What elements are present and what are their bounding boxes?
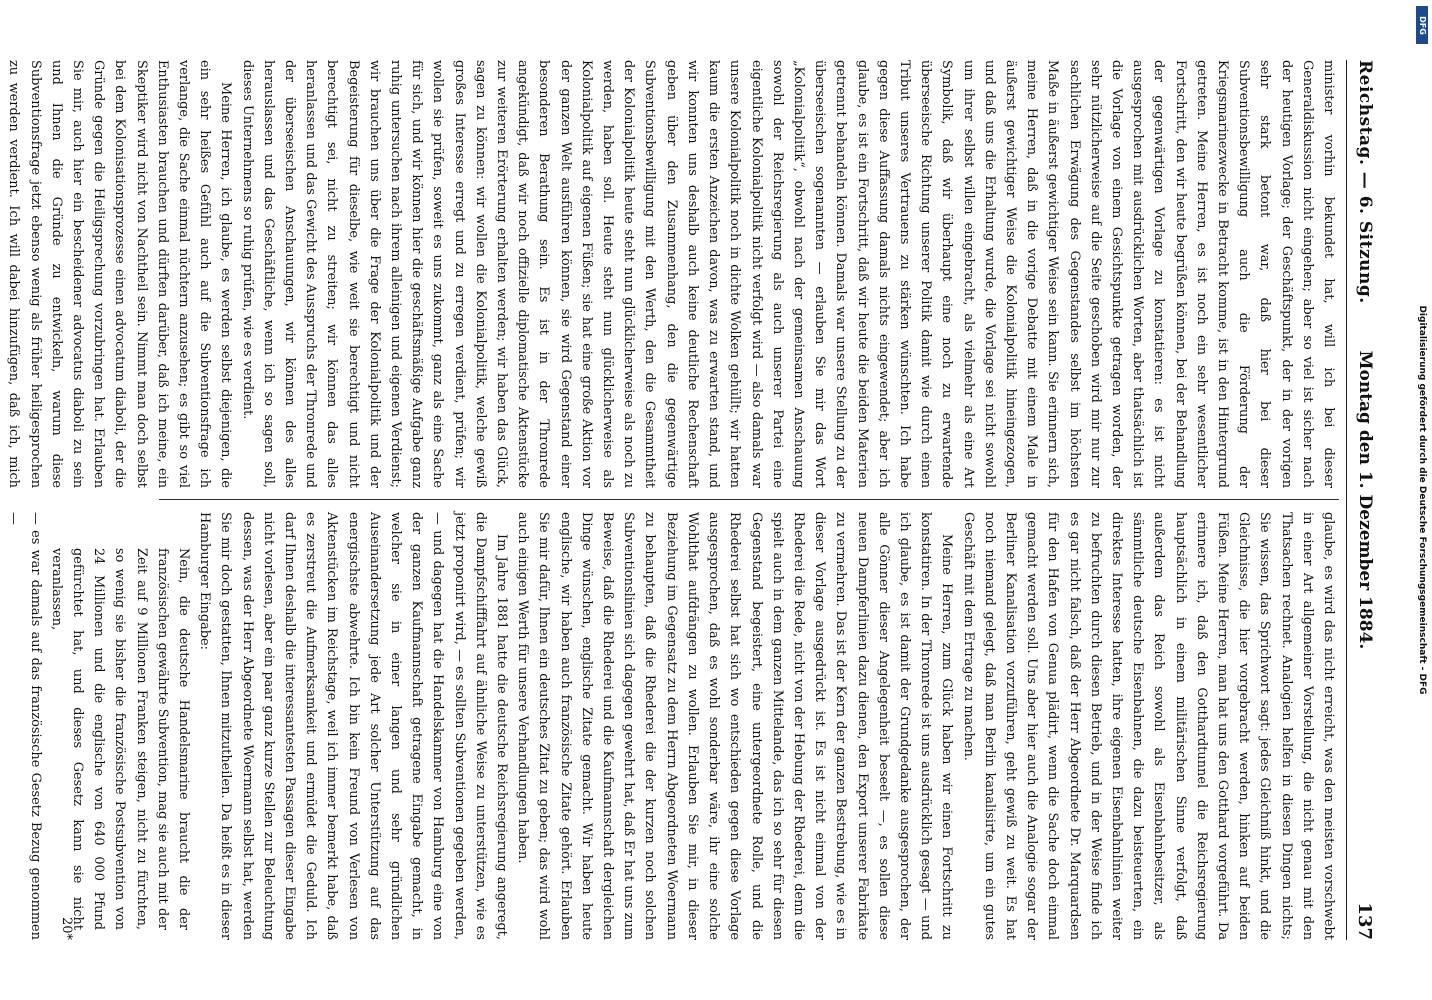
- digitization-credit: Digitalisierung gefördert durch die Deutsche Forschungsgemeinschaft - DFG: [1417, 305, 1427, 695]
- left-paragraph-2: Meine Herren, ich glaube, es werden selbst diejenigen, die ein sehr heißes Gefühl auch auf die Subventionsfrage ich verlange, die Sache einmal nüchtern anzusehen; es gibt so viel Enthusiasten brauchen und dürften darüber, daß ich meine, ein Skeptiker wird nicht von Nachtheil sein. Nimmt man doch selbst bei dem Kolonisationsprozesse einen advocatum diaboli, der die Gründe gegen die Heiligsprechung vorzubringen hat. Erlauben Sie mir, auch hier ein bescheidener advocatus diaboli zu sein und Ihnen die Gründe zu entwickeln, warum diese Subventionsfrage jetzt ebenso wenig als früher heiligesprochen zu werden verdient. Ich will dabei hinzufügen, daß ich, mich: [6, 60, 234, 488]
- page-header: [1346, 60, 1387, 940]
- quote-1: Nein, die deutsche Handelsmarine braucht die der französischen gewährte Subvention, mag sie auch mit der Zeit auf 9 Millionen Franken steigen, nicht zu fürchten, so wenig sie bisher die französische Postsubvention von 24 Millionen und die englische von 640 000 Pfund gefürchtet hat, und dieses Gesetz kann sie nicht veranlassen,: [48, 548, 192, 930]
- page-number: 137: [1354, 902, 1375, 940]
- quote-3: [0, 512, 3, 940]
- right-paragraph-3: Im Jahre 1881 hatte die deutsche Reichsregierung angeregt, die Dampfschifffahrt auf ähnliche Weise zu unterstützen, wie es jetzt proponirt wird, — es sollten Subventionen gegeben werden, — und dagegen hat die Handelskammer von Hamburg eine von der ganzen Kaufmannschaft getragene Eingabe gemacht, in welcher sie in einer langen und sehr gründlichen Auseinandersetzung jede Art solcher Unterstützung auf das energischste abwehrte. Ich bin kein Freund von Verlesen von Aktenstücken im Reichstage, weil ich immer bemerkt habe, daß es zerstreut die Aufmerksamkeit und ermüdet die Geduld. Ich darf Ihnen deshalb die interessantesten Passagen dieser Eingabe nicht vorlesen, aber ein paar ganz kurze Stellen zur Beleuchtung dessen, was der Herr Abgeordnete Woermann selbst hat, werden Sie mir doch gestatten, Ihnen mitzutheilen. Da heißt es in dieser Hamburger Eingabe:: [197, 512, 510, 940]
- left-column: [6, 60, 1339, 488]
- right-paragraph-1: glaube, es wird das nicht erreicht, was den meisten vorschwebt in einer Art allgemeiner Vorstellung, die nicht genau mit den Thatsachen rechnet. Analogien helfen in diesen Dingen nichts; Sie wissen, das Sprichwort sagt: jedes Gleichniß hinkt, und die Gleichnisse, die hier vorgebracht werden, hinken auf beiden Füßen. Meine Herren, man hat uns den Gotthard vorgeführt. Da erinnere ich, daß den Gotthardtunnel die Reichsregierung hauptsächlich in einem militärischen Sinne verfolgt, daß außerdem das Reich sowohl als Eisenbahnbesitzer, als sämmtliche deutsche Eisenbahnen, die dazu beisteuerten, ein direktes Interesse hatten, ihre eigenen Eisenbahnlinien weiter zu befruchten durch diesen Betrieb, und in der Weise finde ich es gar nicht falsch, daß der Herr Abgeordnete Dr. Marquardsen für den Hafen von Genua plädirt, wenn die Sache doch einmal gemacht werden soll. Uns aber hier auch die Analogie sogar der Berliner Kanalisation vorzuführen, geht gewiß zu weit. Es hat noch niemand gelegt, daß man Berlin kanalisirte, um ein gutes Geschäft mit dem Ertrage zu machen.: [960, 512, 1336, 940]
- header-session: Reichstag. — 6. Sitzung.: [1355, 60, 1375, 304]
- dfg-logo: DFG: [1416, 6, 1428, 44]
- left-paragraph-1: minister vorhin bekundet hat, will ich bei dieser Generaldiskussion nicht eingehen; aber so viel ist sicher nach der heutigen Vorlage; der Geschäftspunkt, der in der vorigen sehr stark betont war, daß hier bei dieser Subventionsbewilligung auch die Förderung der Kriegsmarinezwecke in Betracht komme, ist in den Hintergrund getreten. Meine Herren, es ist noch ein sehr wesentlicher Fortschritt, den wir heute begrüßen können, bei der Behandlung der gegenwärtigen Vorlage zu konstatieren: es ist nicht ausgesprochen mit ausdrücklichen Worten, aber thatsächlich ist die Vorlage von einem Gesichtspunkte getragen worden, der sehr nützlicherweise auf die Seite geschoben wird mir nur zur sachlichen Erwägung des Gegenstandes selbst im höchsten Maße in äußerst gewichtiger Weise sein kann. Sie erinnern sich, meine Herren, daß in die vorige Debatte mit einem Male in äußerst gewichtiger Weise die Kolonialpolitik hineingezogen, und daß uns die Erhaltung wurde, die Vorlage sei nicht sowohl um ihrer selbst willen eingebracht, als vielmehr als eine Art Symbolik, daß wir überhaupt eine noch zu erwartende überseeische Richtung unserer Politik damit wie durch einen Tribut unseres Vertrauens zu stärken wünschten. Ich habe gegen diese Auffassung damals nichts eingewendet; aber ich glaube, es ist ein Fortschritt, daß wir heute die beiden Materien getrennt behandeln können. Damals war unsere Stellung zu der überseeischen sogenannten — erlauben Sie mir das Wort „Kolonialpolitik“, obwohl nach der gemeinsamen Anschauung sowohl der Reichsregierung als auch unserer Partei eine eigentliche Kolonialpolitik nicht verfolgt wird — also damals war unsere Kolonialpolitik noch in dichte Wolken gehüllt; wir hatten kaum die ersten Anzeichen davon, was zu erwarten stand, und wir konnten uns deshalb auch keine deutliche Rechenschaft geben über den Zusammenhang, den die gegenwärtige Subventionsbewilligung mit den Werth, den die Gesammtheit der Kolonialpolitik heute steht nun glücklicherweise als noch zu werden, haben soll. Heute steht nun glücklicherweise als Kolonialpolitik auf eigenen Füßen; sie hat eine große Aktion vor der ganzen Welt ausführen können, sie wird Gegenstand einer besonderen Berathung sein. Es ist in der Thronrede angekündigt, daß wir noch offizielle diplomatische Aktenstücke zur weiteren Erörterung erhalten werden; wir haben das Glück, sagen zu können: wir wollen die Kolonialpolitik, welche gewiß großes Interesse erregt und zu erregen verdient, prüfen; wir wollen sie prüfen, soweit es uns zukommt, ganz als eine Sache für sich, und wir können hier die geschäftsmäßige Aufgabe ganz ruhig untersuchen nach ihrem alleinigen und eigenen Verdienst; wir brauchen uns über die Frage der Kolonialpolitik und der Begeisterung für dieselbe, wie weit sie berechtigt und nicht berechtigt sei, nicht zu streiten; wir können das alles heranlassen und das Gewicht des Ausspruchs der Thronrede und der überseeischen Anschauungen, wir können des alles herauslassen und das Geschäftliche, wenn ich so sagen soll, dieses Unternehmens so ruhig prüfen, wie es verdient.: [239, 60, 1336, 488]
- column-divider: [159, 499, 1339, 500]
- quote-2: — es war damals auf das französische Gesetz Bezug genommen —: [6, 512, 43, 940]
- rotated-newspaper-page: [6, 20, 1401, 980]
- signature-mark: 20*: [59, 916, 74, 940]
- header-date: Montag den 1. Dezember 1884.: [1355, 350, 1375, 650]
- right-paragraph-2: Meine Herren, zum Glück haben wir einen Fortschritt zu konstatiren. In der Thronrede ist uns ausdrücklich gesagt — und ich glaube, es ist damit der Grundgedanke ausgesprochen, der alle Gönner dieser Angelegenheit beseelt —, es sollen diese neuen Dampferlinien dazu dienen, den Export unserer Fabrikate zu vermehren. Das ist der Kern der ganzen Bestrebung, wie es in dieser Vorlage ausgedrückt ist. Es ist nicht einmal von der Rhederei die Rede, nicht von der Hebung der Rhederei, denn die spielt auch in dem ganzen Mittelande, das ich so sehr für diesen Gegenstand begeistert, eine untergeordnete Rolle, und die Rhederei selbst hat sich wo entschieden gegen diese Vorlage ausgesprochen, daß es wohl sonderbar wäre, ihr eine solche Wohlthat aufdrängen zu wollen. Erlauben Sie mir, in dieser Beziehung im Gegensatz zu dem Herrn Abgeordneten Woermann zu behaupten, daß die Rhederei die der kurzen noch solchen Subventionslinien sich dagegen gewehrt hat, daß Er hat uns zum Beweise, daß die Rhederei und die Kaufmannschaft dergleichen Dinge wünschen, englische Zitate gemacht. Wir haben heute englische, wir haben auch französische Zitate gehört. Erlauben Sie mir dafür, Ihnen ein deutsches Zitat zu geben; das wird wohl auch einigen Werth für unsere Verhandlungen haben.: [515, 512, 955, 941]
